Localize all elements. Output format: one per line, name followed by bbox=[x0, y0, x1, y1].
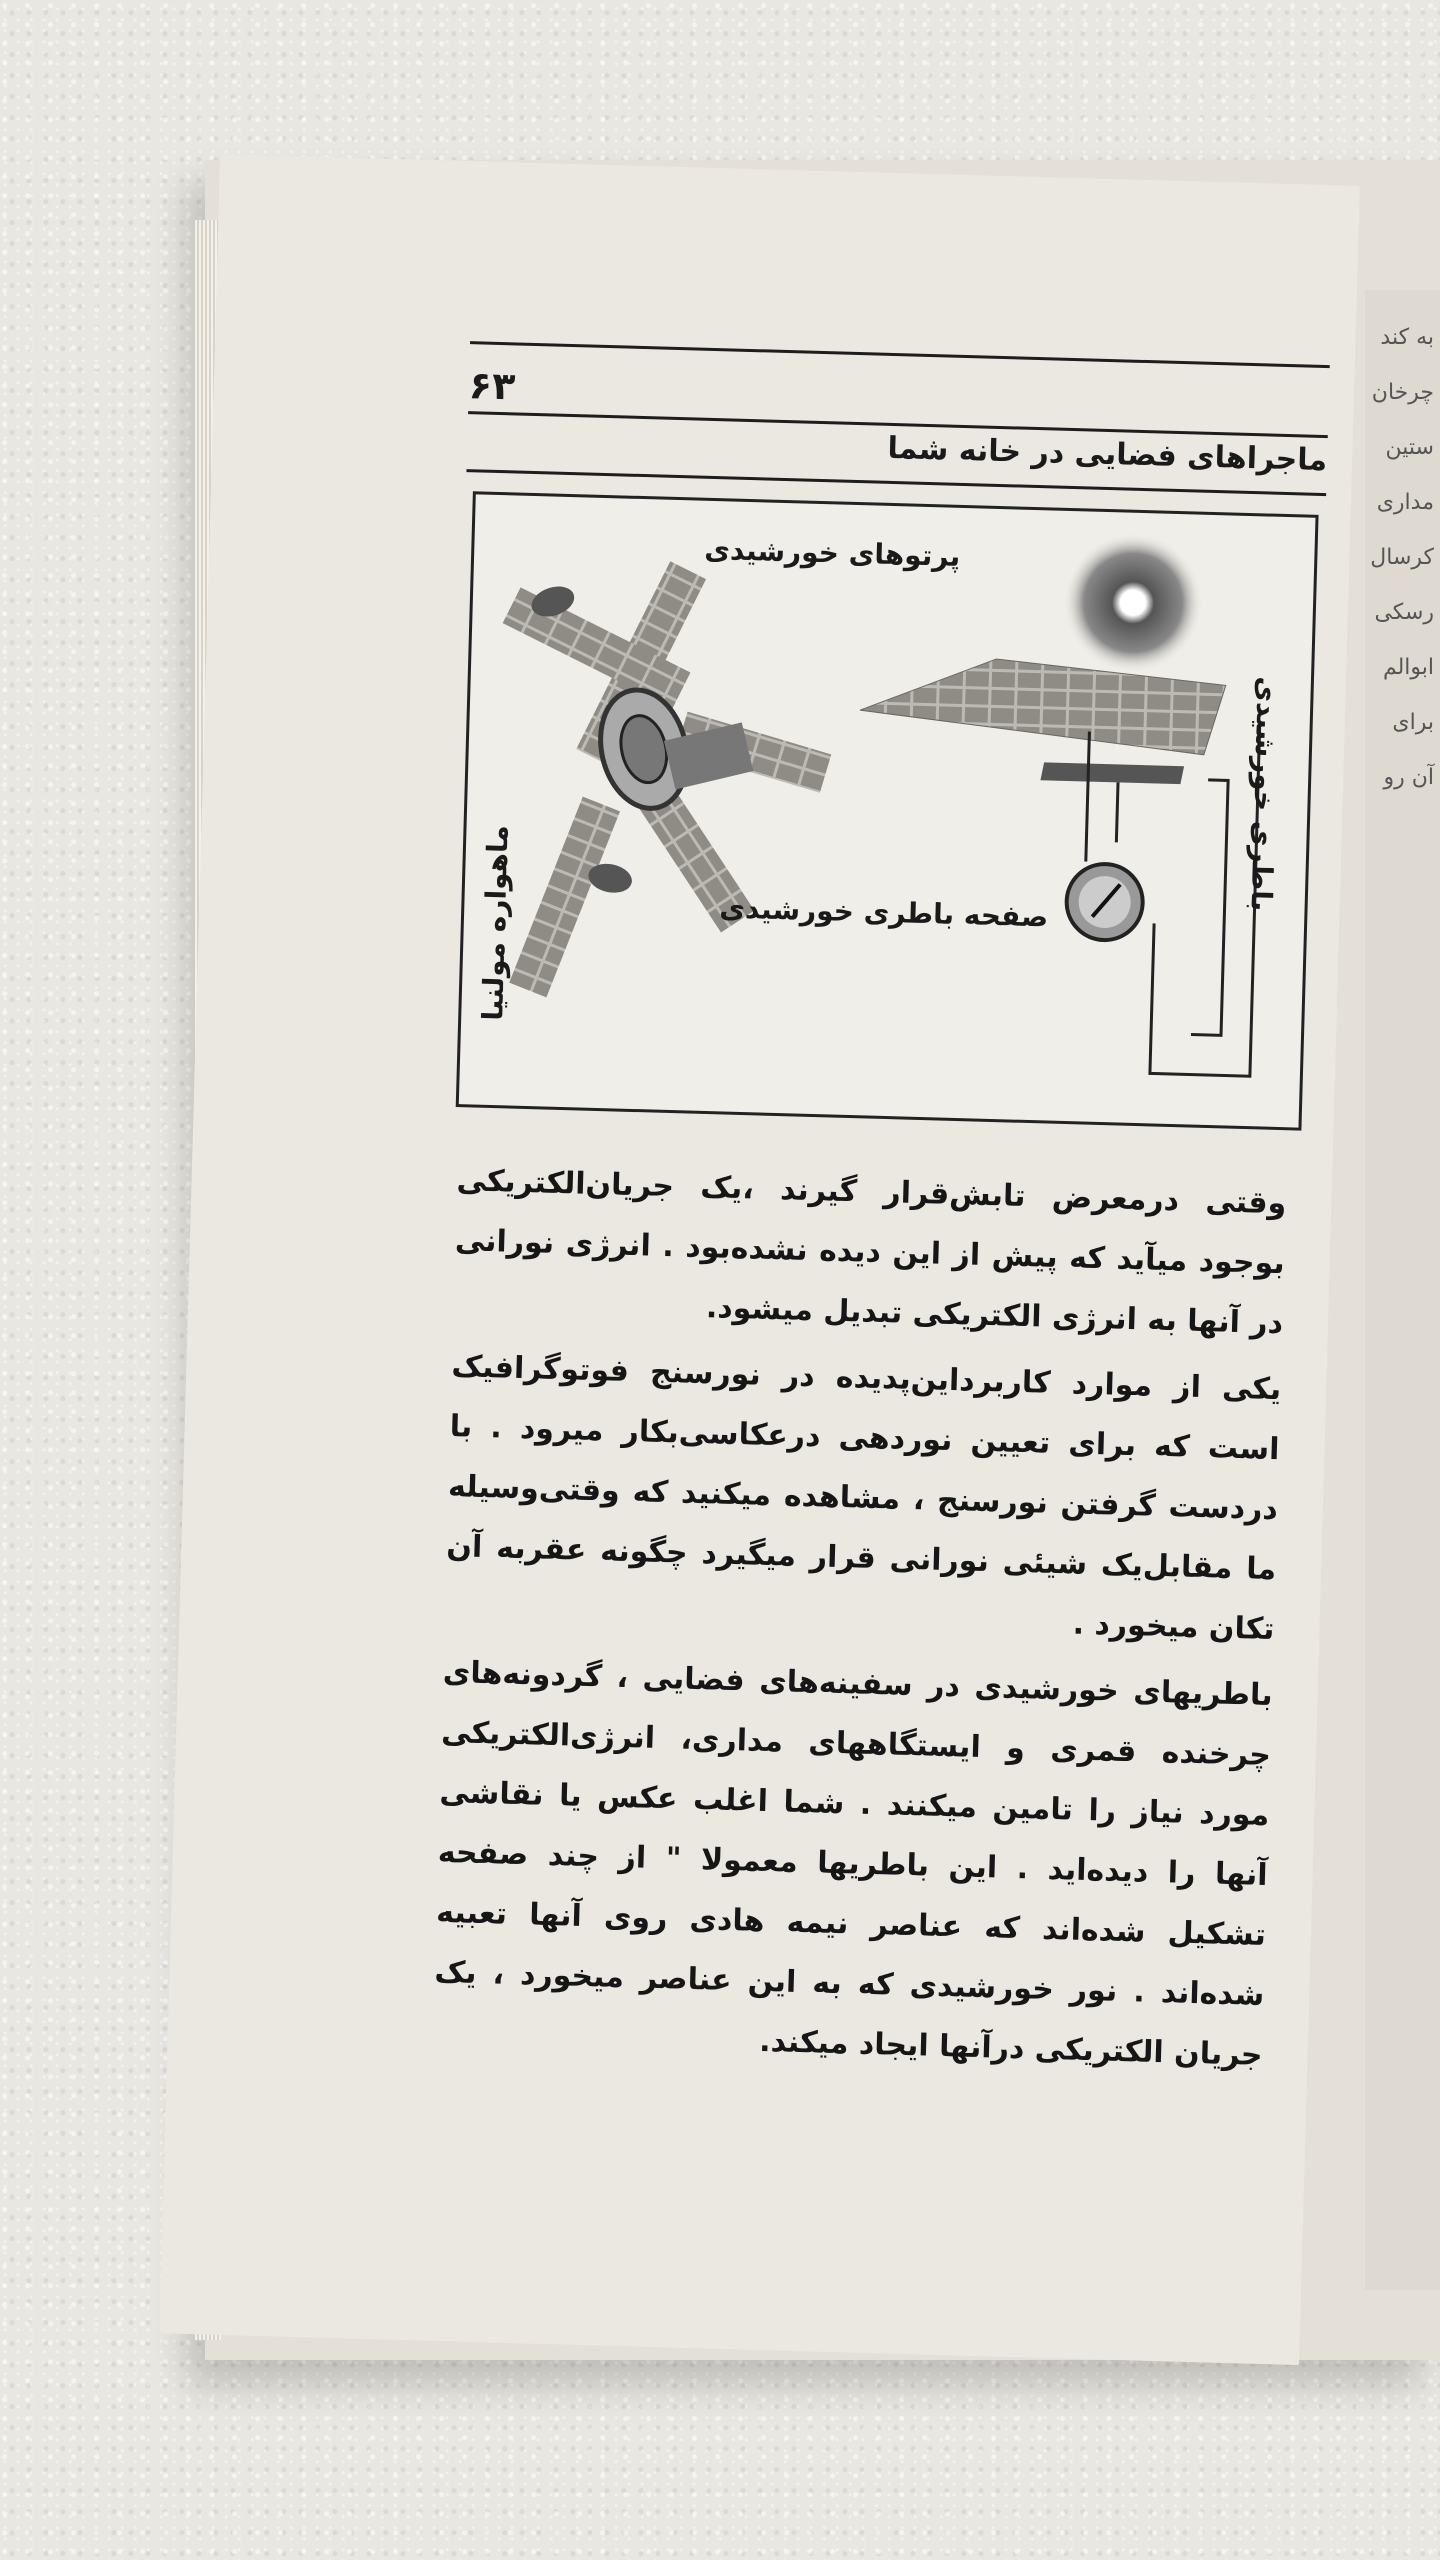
panel-edge bbox=[1040, 762, 1184, 784]
figure-illustration bbox=[459, 494, 1316, 1127]
running-head: ماجراهای فضایی در خانه شما bbox=[887, 430, 1328, 479]
paragraph-1: وقتی درمعرض تابش‌قرار گیرند ،یک جریان‌الکتریکی بوجود میآید که پیش از این دیده نشده‌بود . انرژی نورانی در آنها به انرژی الکتریکی تبدیل میشود. bbox=[454, 1163, 1287, 1342]
facing-page-line: برای bbox=[1392, 710, 1434, 735]
facing-page-line: به کند bbox=[1380, 325, 1434, 350]
facing-page-line: رسکی bbox=[1374, 600, 1434, 625]
body-text bbox=[432, 1151, 1287, 2092]
solar-panel-grid bbox=[859, 655, 1226, 755]
facing-page-line: کرسال bbox=[1370, 545, 1434, 570]
facing-page-line: ستین bbox=[1385, 435, 1434, 460]
label-solar-battery: باطری خورشیدی bbox=[1244, 676, 1285, 912]
figure-solar-satellite bbox=[456, 491, 1319, 1130]
facing-page-line: چرخان bbox=[1371, 380, 1434, 405]
page-header bbox=[467, 341, 1330, 485]
facing-page-line: مداری bbox=[1376, 490, 1434, 515]
facing-page-text bbox=[1365, 290, 1440, 805]
sun-icon bbox=[1061, 531, 1205, 675]
label-solar-panel: صفحه باطری خورشیدی bbox=[718, 891, 1049, 934]
page-number: ۶۳ bbox=[468, 363, 516, 409]
paragraph-2: یکی از موارد کاربرداین‌پدیده در نورسنج فوتوگرافیک است که برای تعیین نوردهی درعکاسی‌بکار میرود . با دردست گرفتن نورسنج ، مشاهده میکنید که وقتی‌وسیله ما مقابل‌یک شیئی نورانی قرار میگیرد چگونه عقربه آن تکان میخورد . bbox=[445, 1349, 1282, 1648]
facing-page bbox=[1365, 290, 1440, 2290]
header-rule-top bbox=[470, 341, 1330, 368]
label-molniya-satellite: ماهواره مولنیا bbox=[476, 824, 515, 1022]
label-sun-rays: پرتوهای خورشیدی bbox=[703, 532, 961, 573]
paragraph-3: باطریهای خورشیدی در سفینه‌های فضایی ، گردونه‌های چرخنده قمری و ایستگاههای مداری، انرژی‌الکتریکی مورد نیاز را تامین میکنند . شما اغلب عکس یا نقاشی آنها را دیده‌اید . این باطریها معمولا " از چند صفحه تشکیل شده‌اند که عناصر نیمه هادی روی آنها تعبیه شده‌اند . نور خورشیدی که به این عناصر میخورد ، یک جریان الکتریکی درآنها ایجاد میکند. bbox=[434, 1654, 1274, 2073]
satellite-icon bbox=[492, 557, 836, 1006]
facing-page-line: آن رو bbox=[1383, 765, 1434, 790]
facing-page-line: ابوالم bbox=[1382, 655, 1434, 680]
book-page bbox=[159, 154, 1359, 2365]
